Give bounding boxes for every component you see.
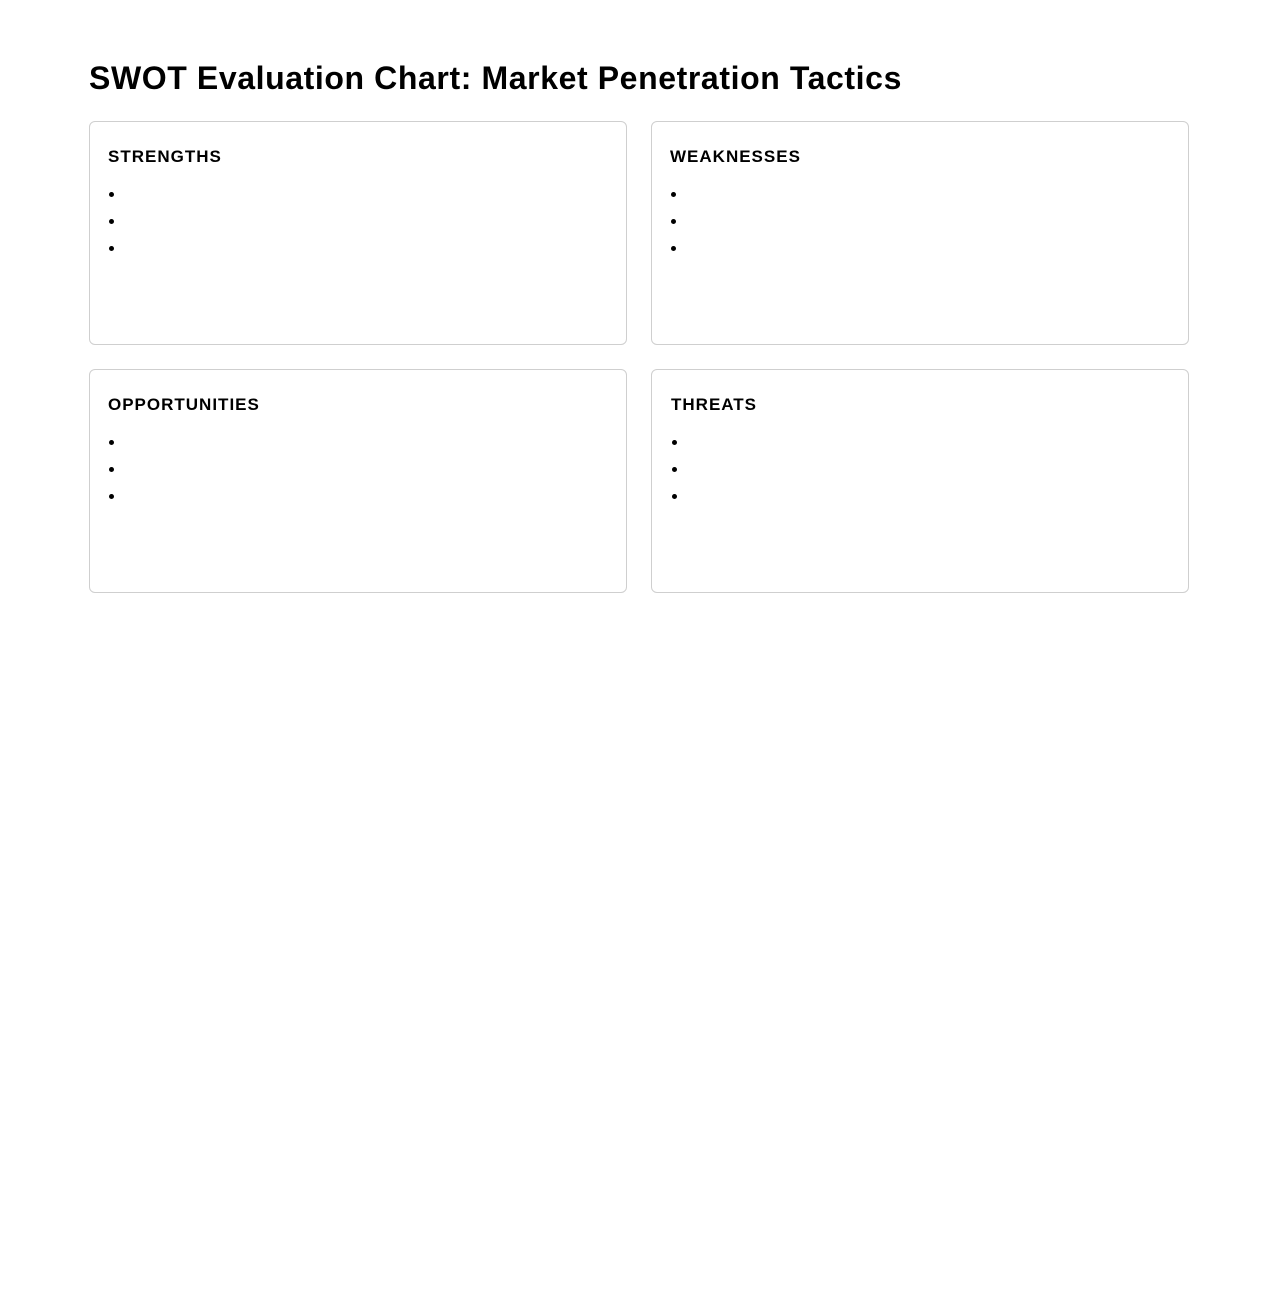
strengths-heading: STRENGTHS <box>108 147 222 166</box>
list-item <box>670 208 1170 235</box>
bullet-icon <box>671 192 676 197</box>
list-item <box>108 429 608 456</box>
list-item <box>670 235 1170 262</box>
list-item <box>671 456 1170 483</box>
list-item <box>108 181 608 208</box>
threats-list <box>671 429 1170 510</box>
weaknesses-heading: WEAKNESSES <box>670 147 801 166</box>
list-item <box>108 456 608 483</box>
bullet-icon <box>109 246 114 251</box>
list-item <box>670 181 1170 208</box>
bullet-icon <box>109 219 114 224</box>
threats-heading: THREATS <box>671 395 758 414</box>
bullet-icon <box>672 467 677 472</box>
strengths-list <box>108 181 608 262</box>
page-title: SWOT Evaluation Chart: Market Penetration Tactics <box>89 60 902 96</box>
opportunities-list <box>108 429 608 510</box>
list-item <box>108 235 608 262</box>
opportunities-quadrant <box>89 369 627 593</box>
swot-page <box>89 56 1189 593</box>
list-item <box>671 429 1170 456</box>
bullet-icon <box>109 192 114 197</box>
weaknesses-quadrant <box>651 121 1189 345</box>
bullet-icon <box>672 494 677 499</box>
bullet-icon <box>672 440 677 445</box>
bullet-icon <box>109 440 114 445</box>
bullet-icon <box>671 246 676 251</box>
bullet-icon <box>109 494 114 499</box>
strengths-quadrant <box>89 121 627 345</box>
list-item <box>108 483 608 510</box>
opportunities-heading: OPPORTUNITIES <box>108 395 260 414</box>
list-item <box>671 483 1170 510</box>
list-item <box>108 208 608 235</box>
bullet-icon <box>109 467 114 472</box>
weaknesses-list <box>670 181 1170 262</box>
bullet-icon <box>671 219 676 224</box>
threats-quadrant <box>651 369 1189 593</box>
swot-grid <box>89 121 1189 593</box>
